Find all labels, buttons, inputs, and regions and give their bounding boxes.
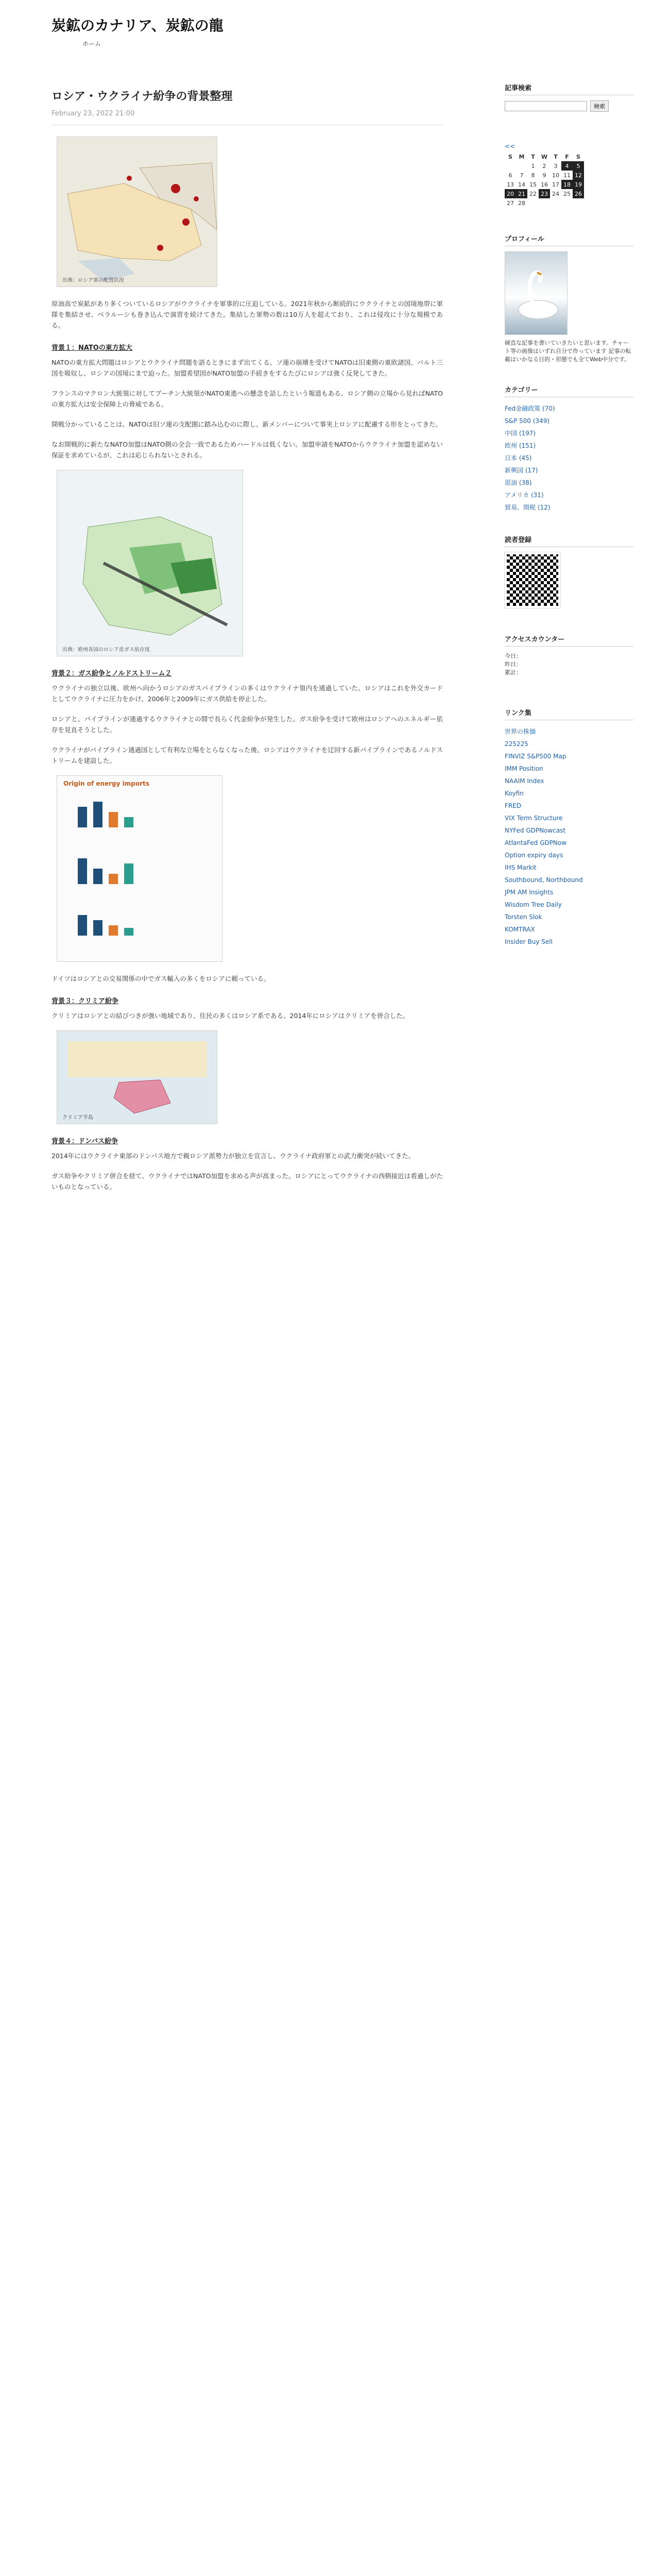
calendar-day[interactable]: 23	[539, 189, 550, 198]
section-heading: 背景２：ガス紛争とノルドストリーム２	[51, 670, 172, 677]
calendar-day[interactable]: 9	[542, 172, 546, 179]
paragraph: NATOの東方拡大問題はロシアとウクライナ問題を語るときにまず出てくる。ソ連の崩壊を受けてNATOは旧東側の東欧諸国、バルト三国を吸収し、ロシアの国境にまで迫った。加盟希望国がNATO加盟の手続きをするたびにロシアは強く反発してきた。	[51, 359, 443, 377]
sidebar-link[interactable]: JPM AM Insights	[505, 889, 554, 896]
chart-title: Origin of energy imports	[63, 780, 149, 787]
calendar-day-header: S	[508, 153, 512, 160]
paragraph: ガス紛争やクリミア併合を経て、ウクライナではNATO加盟を求める声が高まった。ロシアにとってウクライナの西側接近は看過しがたいものとなっている。	[51, 1172, 443, 1191]
sidebar-link[interactable]: FINVIZ S&P500 Map	[505, 753, 566, 760]
calendar-day[interactable]: 5	[573, 161, 584, 171]
section-heading: 背景４：ドンバス紛争	[51, 1138, 118, 1145]
sidebar-link[interactable]: IMM Position	[505, 765, 543, 772]
calendar-day-header: T	[554, 153, 558, 160]
calendar-day[interactable]: 16	[541, 181, 548, 188]
category-link[interactable]: アメリカ (31)	[505, 492, 544, 499]
post-title[interactable]: ロシア・ウクライナ紛争の背景整理	[51, 90, 233, 103]
calendar-day[interactable]: 11	[563, 172, 571, 179]
search-button[interactable]: 検索	[590, 100, 609, 112]
link-list	[505, 725, 633, 948]
energy-import-chart	[57, 775, 222, 962]
category-link[interactable]: 欧州 (151)	[505, 442, 536, 449]
sidebar	[505, 82, 633, 969]
site-title[interactable]: 炭鉱のカナリア、炭鉱の龍	[51, 17, 224, 34]
calendar-day	[516, 161, 527, 171]
profile-avatar	[505, 251, 568, 335]
calendar-day[interactable]: 3	[554, 162, 558, 170]
paragraph: なお開戦的に新たなNATO加盟はNATO側の全会一致であるためハードルは低くない。加盟申請をNATOからウクライナ加盟を認めない保証を求めているが、これは応じられないとされる。	[51, 440, 443, 459]
sidebar-link[interactable]: NAAIM Index	[505, 777, 544, 785]
calendar-day[interactable]: 19	[573, 180, 584, 189]
qr-code-icon[interactable]	[505, 552, 560, 608]
paragraph: 2014年にはウクライナ東部のドンバス地方で親ロシア派勢力が独立を宣言し、ウクライナ政府軍との武力衝突が続いてきた。	[51, 1152, 415, 1160]
sidebar-link[interactable]: KOMTRAX	[505, 926, 535, 933]
calendar-day[interactable]: 2	[542, 162, 546, 170]
paragraph: 開戦分かっていることは、NATOは旧ソ連の支配圏に踏み込むのに際し、新メンバーについて事実上ロシアに配慮する形をとってきた。	[51, 420, 442, 428]
swan-image	[505, 252, 567, 334]
search-title: 記事検索	[505, 82, 633, 95]
sidebar-link[interactable]: AtlantaFed GDPNow	[505, 839, 567, 846]
section-heading: 背景３：クリミア紛争	[51, 997, 119, 1005]
sidebar-link[interactable]: Koyfin	[505, 790, 524, 797]
search-form	[505, 100, 633, 112]
calendar-day[interactable]: 14	[518, 181, 525, 188]
calendar-day[interactable]: 17	[552, 181, 559, 188]
map-caption: 出典：欧州各国のロシア産ガス依存度	[62, 647, 150, 653]
calendar-day[interactable]: 1	[531, 162, 535, 170]
calendar-day[interactable]: 7	[520, 172, 524, 179]
calendar-prev-link[interactable]: <<	[505, 143, 515, 150]
category-link[interactable]: 貿易、関税 (12)	[505, 504, 551, 511]
map-graphic	[57, 1031, 217, 1124]
chart-graphic	[57, 776, 222, 961]
reader-title: 読者登録	[505, 534, 633, 547]
calendar-day-header: M	[519, 153, 525, 160]
counter-title: アクセスカウンター	[505, 634, 633, 647]
calendar-day-header: F	[565, 153, 569, 160]
site-header	[51, 14, 224, 48]
calendar-day[interactable]: 22	[529, 190, 537, 197]
profile-text: 硬直な記事を書いていきたいと思います。チャート等の画像はいずれ自分で作っています 記事の転載はいかなる目的・形態でも全てWeb中分です。	[505, 340, 631, 363]
sidebar-link[interactable]: NYFed GDPNowcast	[505, 827, 566, 834]
calendar-day[interactable]: 27	[507, 199, 514, 207]
map-graphic	[57, 470, 243, 656]
main-article	[51, 88, 443, 1201]
sidebar-link[interactable]: FRED	[505, 802, 522, 809]
map-caption: クリミア半島	[62, 1115, 93, 1121]
calendar-day[interactable]: 12	[573, 171, 584, 180]
eu-gas-map	[57, 470, 243, 656]
calendar-day[interactable]: 4	[561, 161, 573, 171]
calendar-day[interactable]: 6	[508, 172, 512, 179]
sidebar-link[interactable]: 225225	[505, 740, 528, 748]
calendar-day[interactable]: 21	[516, 189, 527, 198]
calendar-day[interactable]: 25	[563, 190, 571, 197]
calendar-day	[505, 161, 516, 171]
sidebar-link[interactable]: Option expiry days	[505, 852, 563, 859]
calendar-day[interactable]: 13	[507, 181, 514, 188]
map-caption: 出典：ロシア軍の配置状況	[62, 278, 124, 283]
paragraph: ウクライナがパイプライン通過国として有利な立場をとらなくなった後、ロシアはウクライナを迂回する新パイプラインであるノルドストリームを建設した。	[51, 746, 443, 765]
calendar-day-header: T	[531, 153, 535, 160]
category-link[interactable]: 新興国 (17)	[505, 467, 538, 474]
calendar-day-header: S	[576, 153, 580, 160]
sidebar-link[interactable]: Wisdom Tree Daily	[505, 901, 562, 908]
calendar-day	[561, 198, 573, 208]
calendar-day	[527, 198, 539, 208]
category-link[interactable]: Fed金融政策 (70)	[505, 405, 555, 412]
category-title: カテゴリー	[505, 384, 633, 397]
calendar-day	[573, 198, 584, 208]
profile-title: プロフィール	[505, 233, 633, 246]
sidebar-link[interactable]: VIX Term Structure	[505, 815, 563, 822]
category-link[interactable]: 原油 (38)	[505, 479, 532, 486]
calendar-day[interactable]: 20	[505, 189, 516, 198]
paragraph: ウクライナの独立以後、欧州へ向かうロシアのガスパイプラインの多くはウクライナ領内を通過していた。ロシアはこれを外交カードとしてウクライナに圧力をかけ、2006年と2009年にガス供給を停止した。	[51, 684, 443, 703]
section-heading: 背景１：NATOの東方拡大	[51, 344, 132, 352]
calendar-day[interactable]: 28	[518, 199, 525, 207]
paragraph: フランスのマクロン大統領に対してプーチン大統領がNATO東進への懸念を話したという報道もある。ロシア側の立場から見ればNATOの東方拡大は安全保障上の脅威である。	[51, 389, 443, 408]
category-link[interactable]: 日本 (45)	[505, 454, 532, 462]
calendar-day[interactable]: 15	[529, 181, 537, 188]
category-link[interactable]: S&P 500 (349)	[505, 417, 550, 425]
calendar-day	[550, 198, 561, 208]
sidebar-link[interactable]: Southbound, Northbound	[505, 876, 583, 884]
crimea-map	[57, 1030, 217, 1124]
calendar-day[interactable]: 8	[531, 172, 535, 179]
access-counter: 今日： 昨日： 累計：	[505, 653, 522, 676]
search-input[interactable]	[505, 101, 587, 111]
russia-troop-map	[57, 137, 217, 287]
links-title: リンク集	[505, 707, 633, 720]
post-date: February 23, 2022 21:00	[51, 110, 135, 117]
calendar-day[interactable]: 18	[561, 180, 573, 189]
paragraph: クリミアはロシアとの結びつきが強い地域であり、住民の多くはロシア系である。2014年にロシアはクリミアを併合した。	[51, 1012, 409, 1020]
category-link[interactable]: 中国 (197)	[505, 430, 536, 437]
paragraph: 原油高で炭鉱があり多くついているロシアがウクライナを軍事的に圧迫している。2021年秋から断続的にウクライナとの国境地帯に軍隊を集結させ、ベラルーシも巻き込んで演習を続けてきた。集結した軍勢の数は10万人を超えており、これは侵攻に十分な規模である。	[51, 300, 443, 329]
calendar-day[interactable]: 26	[573, 189, 584, 198]
home-link[interactable]: ホーム	[82, 40, 101, 47]
sidebar-link[interactable]: 世界の株価	[505, 728, 536, 735]
category-list	[505, 402, 633, 514]
calendar	[505, 152, 584, 208]
calendar-day[interactable]: 24	[552, 190, 559, 197]
sidebar-link[interactable]: Torsten Slok	[505, 913, 542, 921]
sidebar-link[interactable]: IHS Markit	[505, 864, 537, 871]
calendar-day	[539, 198, 550, 208]
map-graphic	[57, 137, 217, 286]
paragraph: ドイツはロシアとの交易関係の中でガス輸入の多くをロシアに頼っている。	[51, 975, 270, 982]
calendar-day-header: W	[541, 153, 548, 160]
paragraph: ロシアと、パイプラインが通過するウクライナとの間で長らく代金紛争が発生した。ガス紛争を受けて欧州はロシアへのエネルギー依存を見直そうとした。	[51, 715, 443, 734]
sidebar-link[interactable]: Insider Buy Sell	[505, 938, 553, 945]
calendar-day[interactable]: 10	[552, 172, 559, 179]
